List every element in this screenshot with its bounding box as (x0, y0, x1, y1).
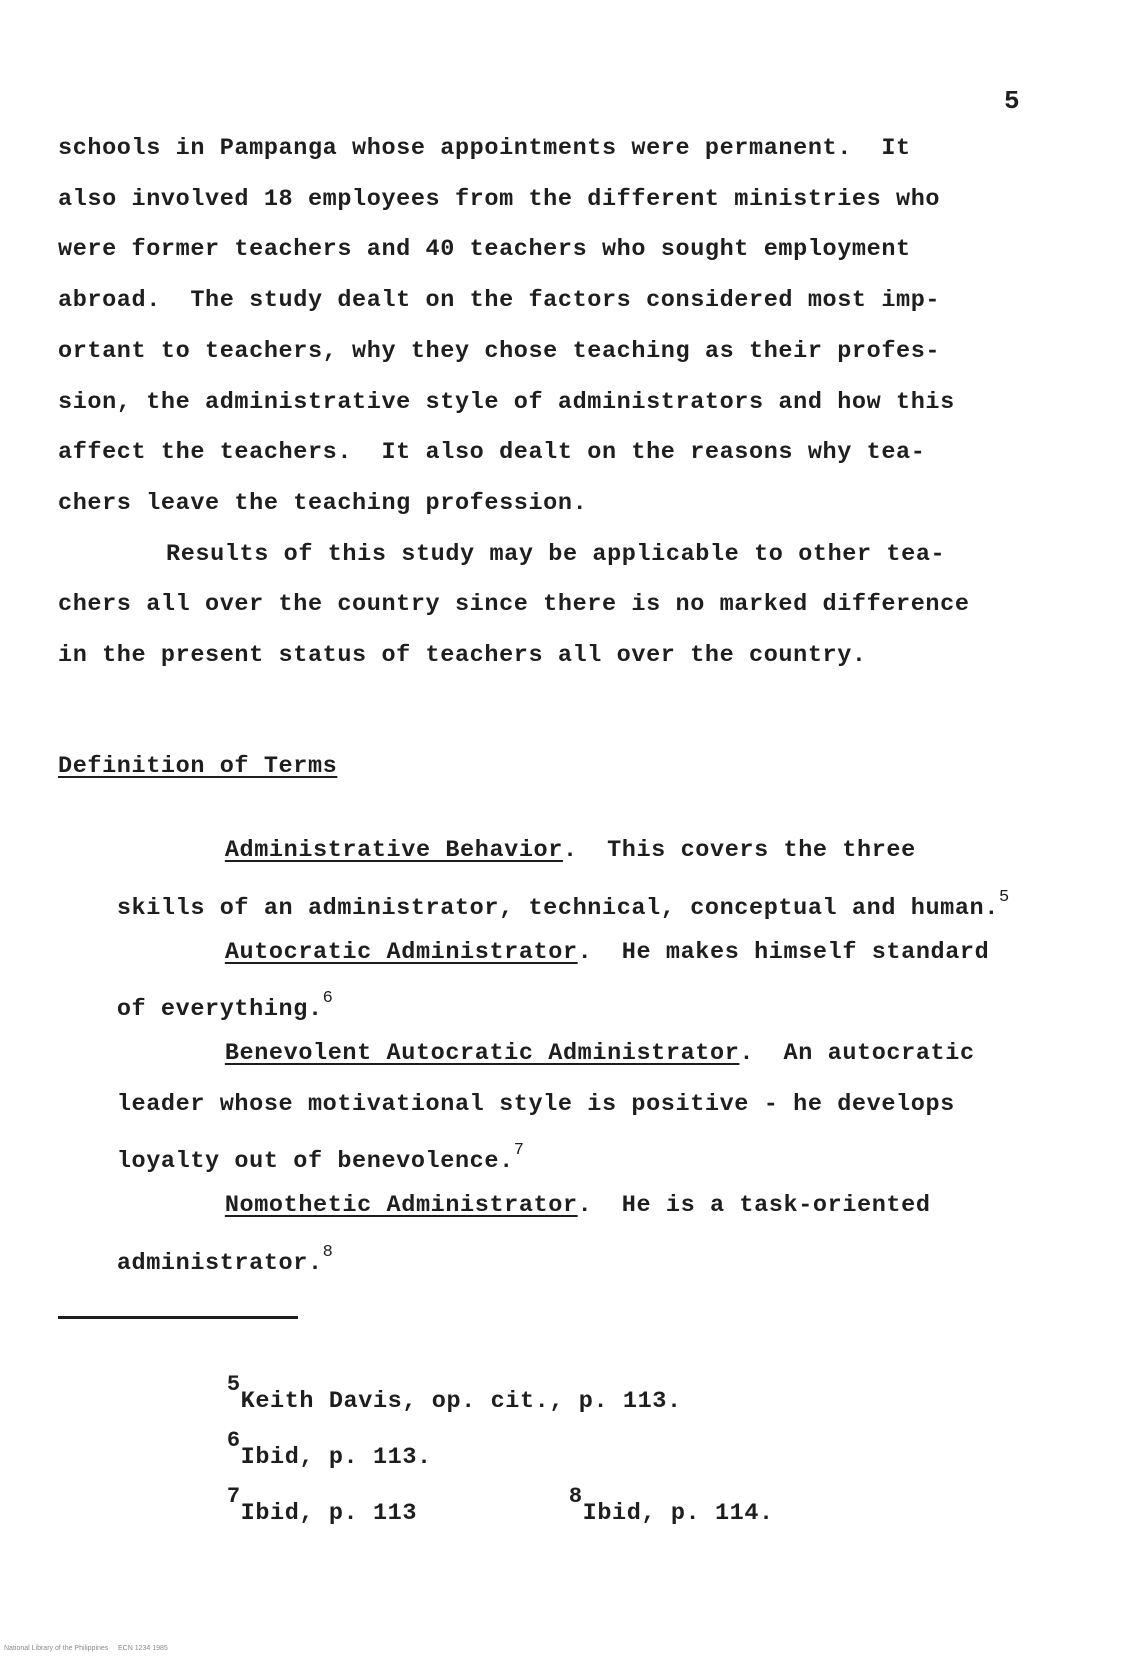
footnote-number: 6 (226, 1428, 241, 1453)
footnote-divider (58, 1316, 298, 1319)
footnote (510, 1460, 774, 1559)
term-name: Benevolent Autocratic Administrator (224, 1040, 740, 1067)
term-name: Administrative Behavior (224, 837, 563, 864)
footnote-text: Ibid, p. 113. (240, 1443, 432, 1471)
body-line: chers all over the country since there is no marked difference (58, 591, 970, 618)
body-line: in the present status of teachers all over the country. (58, 642, 867, 669)
footnote (168, 1460, 417, 1559)
body-line: schools in Pampanga whose appointments were permanent. It (58, 135, 911, 162)
term-definition: skills of an administrator, technical, conceptual and human. (116, 894, 999, 922)
term-definition: leader whose motivational style is positive - he develops (116, 1091, 955, 1118)
body-line: chers leave the teaching profession. (58, 490, 588, 517)
footnote-text: Ibid, p. 113 (240, 1499, 418, 1527)
body-line: abroad. The study dealt on the factors considered most imp- (58, 287, 941, 314)
footnote-ref: 6 (322, 989, 334, 1008)
body-line: Results of this study may be applicable to other tea- (166, 541, 946, 568)
term-entry-continued (58, 1212, 333, 1309)
term-definition: . An autocratic (739, 1040, 975, 1067)
footnote-ref: 5 (998, 888, 1010, 907)
term-name: Nomothetic Administrator (224, 1192, 578, 1219)
body-line: affect the teachers. It also dealt on the reasons why tea- (58, 439, 926, 466)
body-line: ortant to teachers, why they chose teaching as their profes- (58, 338, 941, 365)
body-line: also involved 18 employees from the different ministries who (58, 186, 941, 213)
term-definition: of everything. (116, 995, 323, 1023)
footnote-text: Ibid, p. 114. (582, 1499, 774, 1527)
body-line: sion, the administrative style of administrators and how this (58, 389, 955, 416)
page-number: 5 (1004, 86, 1020, 116)
term-definition: . This covers the three (562, 837, 916, 864)
footnote-number: 8 (568, 1484, 583, 1509)
body-line: were former teachers and 40 teachers who sought employment (58, 236, 911, 263)
footnote-ref: 7 (513, 1141, 525, 1160)
section-heading: Definition of Terms (58, 753, 338, 780)
scan-footer: National Library of the Philippines ECN 1234 1985 (4, 1645, 168, 1652)
term-name: Autocratic Administrator (224, 939, 578, 966)
term-definition: administrator. (116, 1249, 323, 1277)
footnote-text: Keith Davis, op. cit., p. 113. (240, 1387, 682, 1415)
footnote-ref: 8 (322, 1243, 334, 1262)
footnote-number: 7 (226, 1484, 241, 1509)
footnote-number: 5 (226, 1372, 241, 1397)
term-definition: . He is a task-oriented (577, 1192, 931, 1219)
term-definition: . He makes himself standard (577, 939, 990, 966)
term-definition: loyalty out of benevolence. (116, 1147, 514, 1175)
